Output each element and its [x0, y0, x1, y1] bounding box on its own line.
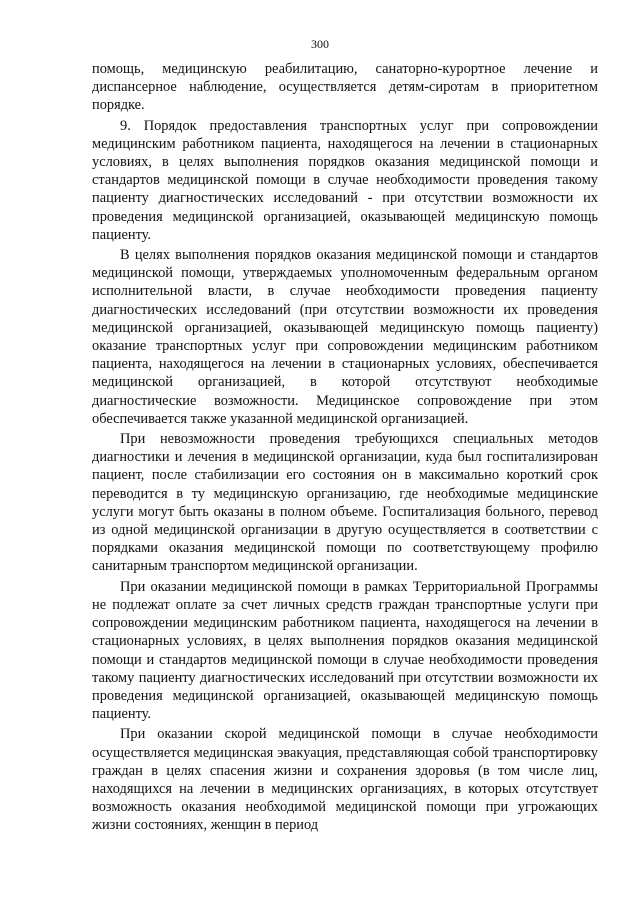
paragraph-section-9: 9. Порядок предоставления транспортных услуг при сопровождении медицинским работником пациента, находящегося на лечении в стационарных условиях, в целях выполнения порядков оказания медицинской помощи и стандартов медицинской помощи в случае необходимости проведения такому пациенту диагностических исследований - при отсутствии возможности их проведения медицинской организацией, оказывающей медицинскую помощь пациенту. [92, 117, 598, 243]
document-body [92, 60, 598, 837]
page-number: 300 [311, 37, 329, 51]
paragraph: При оказании медицинской помощи в рамках Территориальной Программы не подлежат оплате за счет личных средств граждан транспортные услуги при сопровождении медицинским работником пациента, находящегося на лечении в стационарных условиях, в целях выполнения порядков оказания медицинской помощи и стандартов медицинской помощи в случае необходимости проведения такому пациенту диагностических исследований при отсутствии возможности их проведения медицинской организацией, оказывающей медицинскую помощь пациенту. [92, 578, 598, 723]
paragraph: При невозможности проведения требующихся специальных методов диагностики и лечения в медицинской организации, куда был госпитализирован пациент, после стабилизации его состояния он в максимально короткий срок переводится в ту медицинскую организацию, где необходимые медицинские услуги могут быть оказаны в полном объеме. Госпитализация больного, перевод из одной медицинской организации в другую осуществляется в соответствии с порядками оказания медицинской помощи по соответствующему профилю санитарным транспортом медицинской организации. [92, 431, 598, 575]
paragraph: При оказании скорой медицинской помощи в случае необходимости осуществляется медицинская эвакуация, представляющая собой транспортировку граждан в целях спасения жизни и сохранения здоровья (в том числе лиц, находящихся на лечении в медицинских организациях, в которых отсутствует возможность оказания необходимой медицинской помощи при угрожающих жизни состояниях, женщин в период [92, 726, 598, 834]
paragraph-continuation: помощь, медицинскую реабилитацию, санаторно-курортное лечение и диспансерное наблюдение, осуществляется детям-сиротам в приоритетном порядке. [92, 61, 598, 114]
paragraph: В целях выполнения порядков оказания медицинской помощи и стандартов медицинской помощи, утверждаемых уполномоченным федеральным органом исполнительной власти, в случае необходимости проведения пациенту диагностических исследований (при отсутствии возможности их проведения медицинской организацией, оказывающей медицинскую помощь пациенту) оказание транспортных услуг при сопровождении медицинским работником пациента, находящегося на лечении в стационарных условиях, обеспечивается медицинской организацией, в которой отсутствуют необходимые диагностические возможности. Медицинское сопровождение при этом обеспечивается также указанной медицинской организацией. [92, 247, 598, 427]
